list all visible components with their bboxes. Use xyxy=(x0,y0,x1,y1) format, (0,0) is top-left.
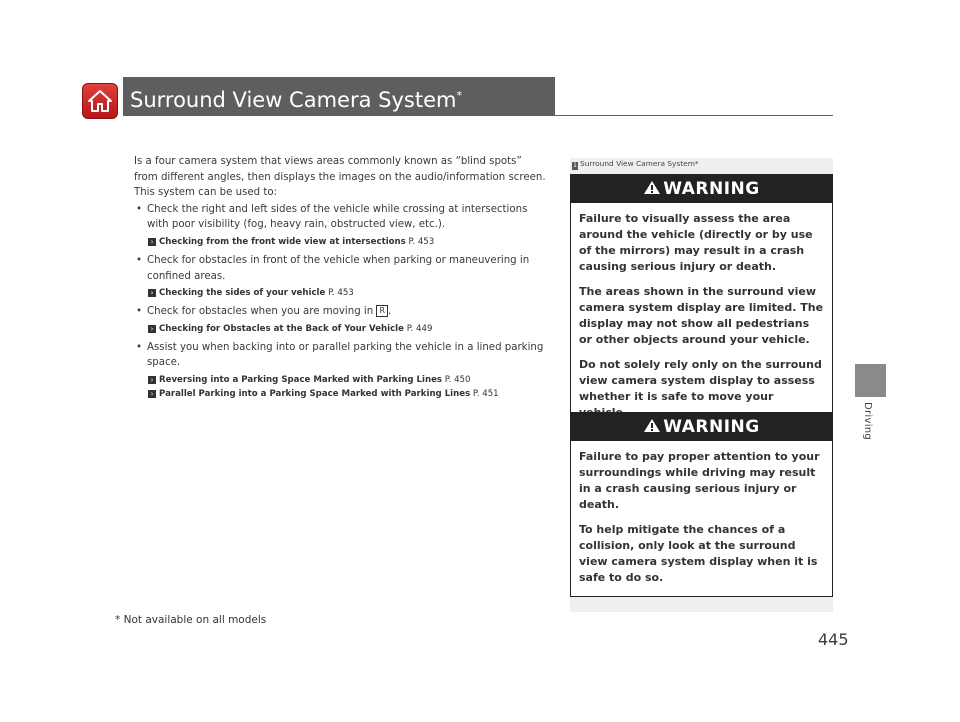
warning-triangle-icon xyxy=(643,180,661,195)
bullet-dot: • xyxy=(136,341,143,353)
warning-paragraph: Failure to visually assess the area around the vehicle (directly or by use of the mirrors) may result in a crash causing serious injury or death. xyxy=(579,212,813,273)
warning-title: WARNING xyxy=(663,417,760,437)
reference-arrow-icon: › xyxy=(148,325,156,333)
reference-title: Checking from the front wide view at intersections xyxy=(159,236,406,247)
reference-arrow-icon: › xyxy=(148,238,156,246)
bullet-text: Check for obstacles when you are moving in xyxy=(147,306,374,318)
cross-reference-link[interactable] xyxy=(134,236,548,249)
intro-paragraph: Is a four camera system that views areas commonly known as “blind spots” from different angles, then displays the images on the audio/information screen. This system can be used to: xyxy=(134,156,546,199)
warning-paragraph: Do not solely rely only on the surround view camera system display to assess whether it is safe to move your xyxy=(579,358,822,403)
side-note-asterisk: * xyxy=(694,159,699,168)
reference-page: P. 450 xyxy=(444,374,471,385)
bullet-text: Check the right and left sides of the vehicle while crossing at intersections with poor visibility (fog, heavy rain, obstructed view, etc.). xyxy=(147,203,528,231)
reference-page: P. 453 xyxy=(328,288,354,299)
cross-reference-link[interactable] xyxy=(134,388,548,401)
bullet-text: Assist you when backing into or parallel parking the vehicle in a lined parking space. xyxy=(147,341,544,369)
bullet-text: Check for obstacles in front of the vehicle when parking or maneuvering in confined areas. xyxy=(147,254,530,282)
warning-paragraph: Failure to pay proper attention to your surroundings while driving may result in a crash causing serious injury or death. xyxy=(579,450,820,511)
title-asterisk: * xyxy=(456,89,462,102)
warning-header xyxy=(571,175,832,203)
reference-page: P. 453 xyxy=(408,236,435,247)
bullet-dot: • xyxy=(136,306,143,318)
note-number-badge: 1 xyxy=(573,162,577,169)
main-body xyxy=(134,154,548,405)
bullet-item xyxy=(134,253,548,284)
bullet-item xyxy=(134,304,548,320)
home-button[interactable] xyxy=(82,83,118,119)
warning-box xyxy=(570,174,833,432)
bullet-dot: • xyxy=(136,203,143,215)
side-note-heading-text: Surround View Camera System xyxy=(580,159,695,168)
page-number: 445 xyxy=(818,630,849,649)
title-underline xyxy=(123,115,833,116)
cross-reference-link[interactable] xyxy=(134,287,548,300)
reference-title: Checking the sides of your vehicle xyxy=(159,288,326,299)
page-title-text: Surround View Camera System xyxy=(130,88,457,112)
section-tab[interactable] xyxy=(855,364,886,397)
warning-paragraph: To help mitigate the chances of a collision, only look at the surround view camera system display when it is safe to do so. xyxy=(579,523,818,584)
warning-body xyxy=(571,203,832,431)
warning-triangle-icon xyxy=(643,418,661,433)
warning-body xyxy=(571,441,832,596)
page-title xyxy=(123,77,555,115)
warning-title: WARNING xyxy=(663,179,760,199)
reference-title: Parallel Parking into a Parking Space Marked with Parking Lines xyxy=(159,388,471,399)
reference-page: P. 449 xyxy=(406,323,433,334)
bullet-text-end: . xyxy=(388,306,392,318)
warning-paragraph: The areas shown in the surround view camera system display are limited. The display may not show all pedestrians or other objects around your vehicle. xyxy=(579,285,824,346)
bullet-item xyxy=(134,202,548,233)
footnote: * Not available on all models xyxy=(115,614,267,626)
reference-title: Reversing into a Parking Space Marked with Parking Lines xyxy=(159,374,443,385)
side-note-heading xyxy=(570,158,833,170)
cross-reference-link[interactable] xyxy=(134,374,548,387)
bullet-item xyxy=(134,340,548,371)
reverse-gear-icon: R xyxy=(376,305,388,317)
reference-page: P. 451 xyxy=(472,388,499,399)
reference-arrow-icon: › xyxy=(148,376,156,384)
bullet-dot: • xyxy=(136,254,143,266)
reference-arrow-icon: › xyxy=(148,289,156,297)
section-tab-label: Driving xyxy=(862,402,873,441)
home-icon xyxy=(87,89,113,113)
reference-title: Checking for Obstacles at the Back of Your Vehicle xyxy=(159,323,404,334)
warning-box xyxy=(570,412,833,597)
reference-arrow-icon: › xyxy=(148,390,156,398)
warning-header xyxy=(571,413,832,441)
cross-reference-link[interactable] xyxy=(134,323,548,336)
